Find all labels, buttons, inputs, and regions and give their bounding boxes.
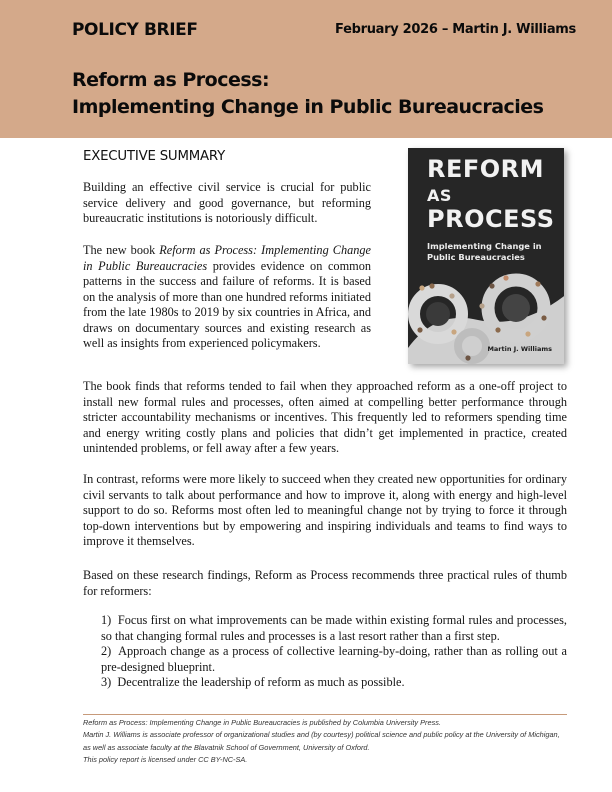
rule-text: Focus first on what improvements can be made within existing formal rules and processes, so that changing formal rules and processes is a last resort rather than a first step. [101, 613, 567, 643]
cover-title-line-1: REFORM [427, 155, 545, 183]
paragraph-success-text: In contrast, reforms were more likely to succeed when they created new opportunities for ordinary civil servants to talk about performance and how to improve it, along with energy and high-level support to do so. Reforms most often led to meaningful change not by trying to force it through top-down interventions but by empowering and inspiring individuals and teams to find ways to improve it themselves. [83, 472, 567, 548]
paragraph-success [83, 472, 567, 550]
cover-subtitle: Implementing Change in Public Bureaucracies [427, 241, 542, 262]
footer-notes [83, 717, 569, 766]
rule-item [101, 675, 567, 691]
rules-list [101, 613, 567, 691]
paragraph-intro [83, 180, 371, 227]
rule-number: 3) [101, 675, 112, 689]
rule-text: Decentralize the leadership of reform as much as possible. [117, 675, 405, 689]
page-title [72, 67, 543, 121]
author-name: Martin J. Williams [452, 22, 576, 37]
cover-title-line-3: PROCESS [427, 205, 555, 233]
dateline [335, 22, 576, 37]
paragraph-book [83, 243, 371, 352]
paragraph-book-rest: provides evidence on common patterns in the success and failure of reforms. It is based on the analysis of more than one hundred reforms initiated from the late 1980s to 2019 by six countries in Africa, and draws on documentary sources and existing research as well as insights from experienced policymakers. [83, 258, 371, 350]
paragraph-failure-text: The book finds that reforms tended to fail when they approached reform as a one-off project to install new formal rules and processes, often aimed at compelling better performance through stricter accountability mechanisms or incentives. This frequently led to reformers spending time and energy writing costly plans and policies that didn’t get implemented in practice, created unintended problems, or fell away after a few years. [83, 379, 567, 455]
rule-text: Approach change as a process of collective learning-by-doing, rather than as rolling out a pre-designed blueprint. [101, 644, 567, 674]
title-line-2: Implementing Change in Public Bureaucracies [72, 96, 544, 118]
book-cover [408, 148, 564, 364]
paragraph-failure [83, 379, 567, 457]
paragraph-intro-text: Building an effective civil service is crucial for public service delivery and good governance, but reforming bureaucratic institutions is notoriously difficult. [83, 180, 371, 225]
footer-publisher-note: Reform as Process: Implementing Change in Public Bureaucracies is published by Columbia University Press. [83, 718, 441, 727]
footer-license-note: This policy report is licensed under CC BY-NC-SA. [83, 754, 248, 764]
header-band [0, 0, 612, 138]
paragraph-recommendations-text: Based on these research findings, Reform as Process recommends three practical rules of thumb for reformers: [83, 568, 567, 598]
footer-divider [83, 714, 567, 715]
rule-item [101, 613, 567, 644]
document-type-label: POLICY BRIEF [72, 20, 198, 40]
book-title-italic: Reform as Process: Implementing Change in Public Bureaucracies [83, 243, 371, 273]
footer-author-bio: Martin J. Williams is associate professor of organizational studies and (by courtesy) political science and public policy at the University of Michigan, as well as associate faculty at the Blavatnik School of Government, University of Oxford. [83, 730, 560, 752]
paragraph-book-lead: The new book [83, 243, 160, 257]
rule-number: 1) [101, 613, 112, 627]
executive-summary-heading: EXECUTIVE SUMMARY [83, 149, 226, 164]
rule-item [101, 644, 567, 675]
publication-date: February 2026 [335, 22, 438, 37]
cover-author: Martin J. Williams [487, 345, 552, 353]
paragraph-recommendations [83, 568, 567, 599]
rule-number: 2) [101, 644, 112, 658]
cover-title-line-2: AS [427, 186, 452, 205]
dateline-separator: – [441, 22, 449, 37]
title-line-1: Reform as Process: [72, 69, 270, 91]
